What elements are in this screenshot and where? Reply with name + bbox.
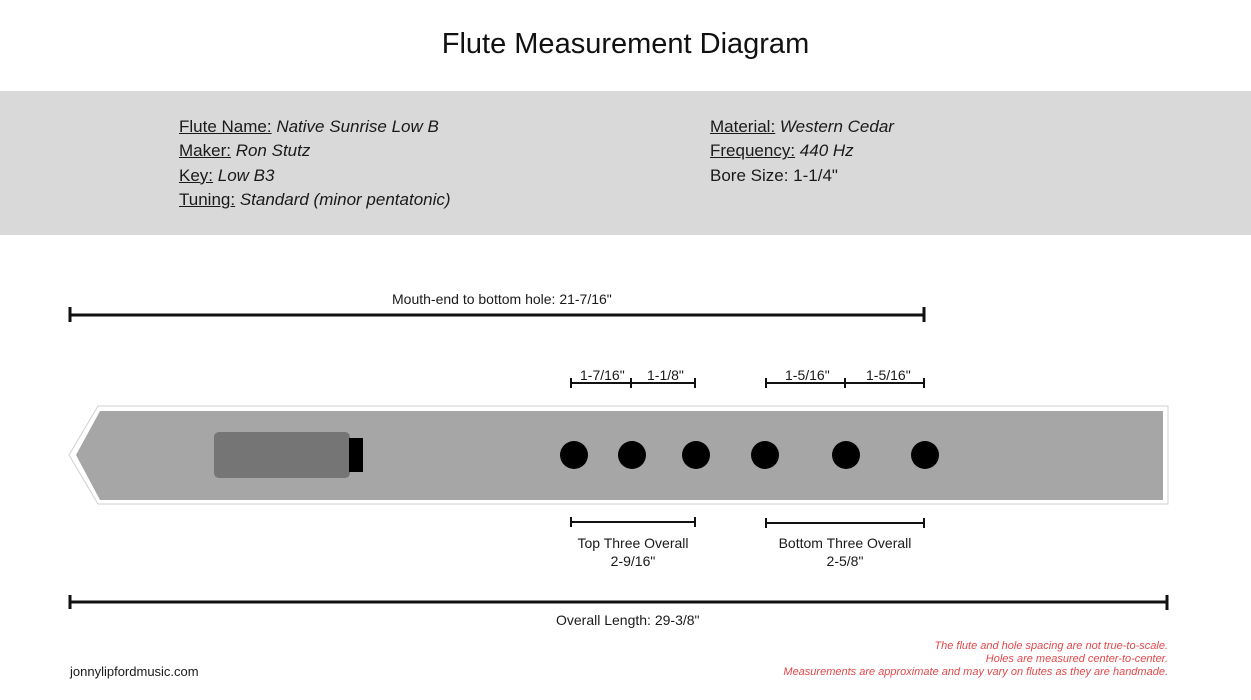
finger-hole [560, 441, 588, 469]
info-label: Tuning: [179, 189, 236, 209]
disclaimer-line: The flute and hole spacing are not true-to-scale. [934, 640, 1168, 652]
info-bore-size: Bore Size: 1-1/4" [710, 165, 838, 185]
bottom-three-title: Bottom Three Overall [778, 535, 912, 551]
top-three-label [557, 534, 709, 570]
disclaimer-line: Holes are measured center-to-center. [985, 653, 1168, 665]
info-label: Material: [710, 117, 776, 136]
group-dimensions [571, 517, 924, 528]
disclaimer-line: Measurements are approximate and may vary on flutes as they are handmade. [783, 666, 1168, 678]
info-label: Maker: [179, 141, 231, 161]
top-three-title: Top Three Overall [577, 535, 689, 551]
finger-hole [832, 441, 860, 469]
overall-length-label: Overall Length: 29-3/8" [556, 612, 700, 628]
overall-length-dimension [70, 595, 1167, 610]
page-title: Flute Measurement Diagram [441, 28, 810, 60]
info-value: Ron Stutz [235, 141, 311, 161]
finger-hole [618, 441, 646, 469]
mouth-to-bottom-label: Mouth-end to bottom hole: 21-7/16" [392, 291, 612, 307]
flute-block [214, 432, 350, 478]
info-label: Flute Name: [179, 117, 272, 136]
spacing-label-2: 1-1/8" [647, 367, 684, 383]
top-three-value: 2-9/16" [610, 553, 656, 569]
bottom-three-label [765, 534, 925, 570]
finger-hole [682, 441, 710, 469]
info-label: Key: [179, 165, 214, 185]
finger-hole [751, 441, 779, 469]
spacing-label-4: 1-5/16" [866, 367, 911, 383]
spacing-label-3: 1-5/16" [785, 367, 830, 383]
info-label: Frequency: [710, 141, 796, 161]
info-value: Low B3 [217, 165, 275, 185]
disclaimer-note [783, 640, 1168, 679]
mouth-to-bottom-dimension [70, 307, 924, 322]
info-value: Western Cedar [779, 117, 894, 136]
bottom-three-value: 2-5/8" [826, 553, 864, 569]
info-value: Standard (minor pentatonic) [239, 189, 451, 209]
spacing-label-1: 1-7/16" [580, 367, 625, 383]
finger-hole [911, 441, 939, 469]
website-link[interactable]: jonnylipfordmusic.com [70, 664, 199, 679]
info-value: Native Sunrise Low B [276, 117, 439, 136]
flute-block-tie [349, 438, 363, 472]
info-value: 440 Hz [799, 141, 854, 161]
